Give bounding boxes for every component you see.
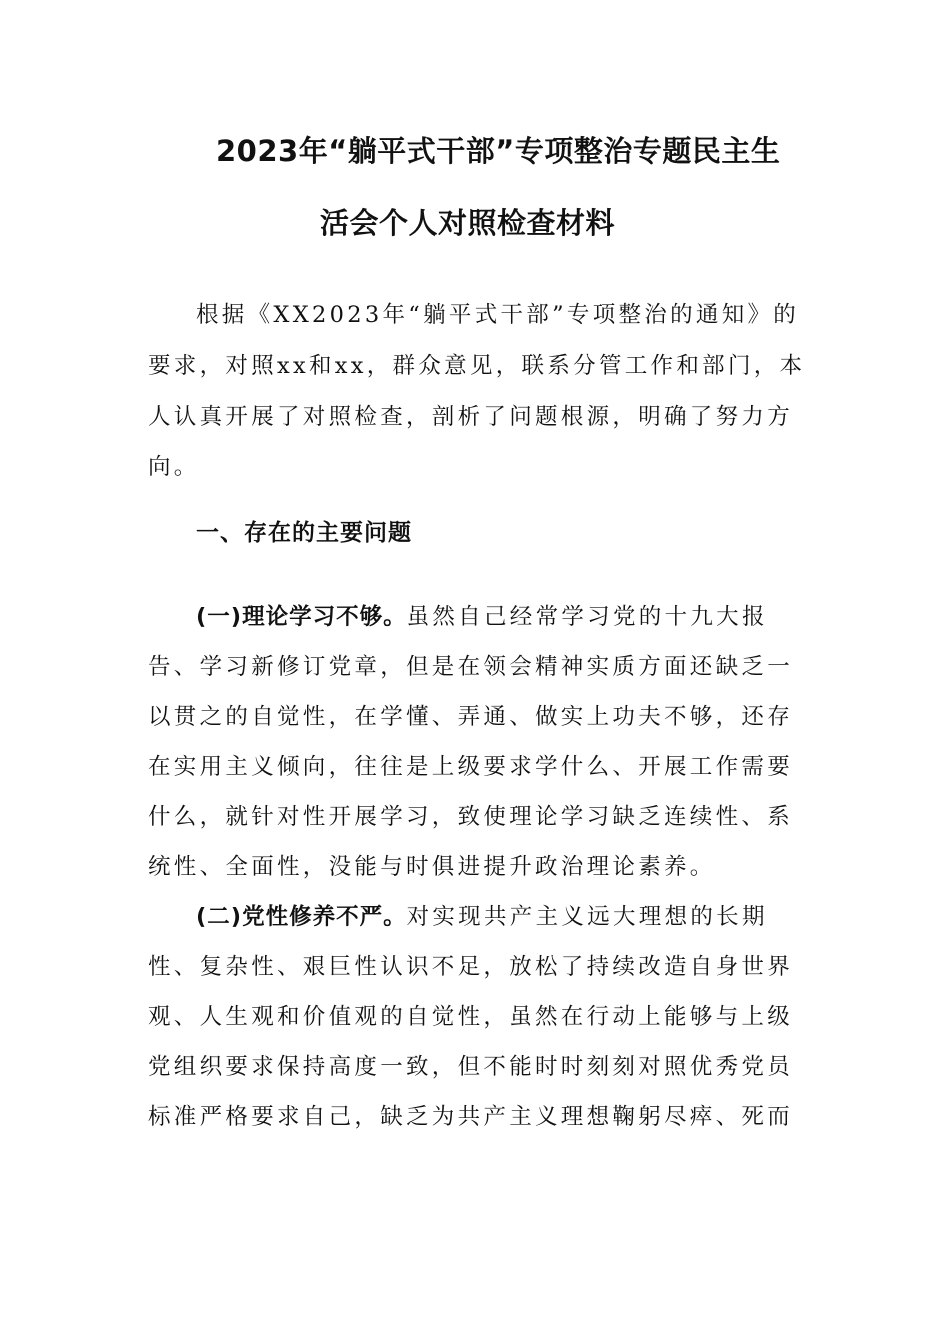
intro-line-4: 向。 bbox=[148, 454, 200, 480]
item1-first-line bbox=[196, 600, 856, 634]
item2-lead: (二)党性修养不严。 bbox=[196, 904, 407, 930]
item1-line-4: 在实用主义倾向，往往是上级要求学什么、开展工作需要 bbox=[148, 754, 794, 780]
item2-first-line bbox=[196, 900, 856, 934]
item1-line-5: 什么，就针对性开展学习，致使理论学习缺乏连续性、系 bbox=[148, 804, 794, 830]
item1-first-rest: 虽然自己经常学习党的十九大报 bbox=[406, 604, 768, 630]
item2-line-3: 观、人生观和价值观的自觉性，虽然在行动上能够与上级 bbox=[148, 1004, 794, 1030]
item1-lead: (一)理论学习不够。 bbox=[196, 604, 407, 630]
item2-line-5: 标准严格要求自己，缺乏为共产主义理想鞠躬尽瘁、死而 bbox=[148, 1104, 794, 1130]
document-title-line-1: 2023年“躺平式干部”专项整治专题民主生 bbox=[216, 134, 781, 168]
section-heading: 一、存在的主要问题 bbox=[196, 520, 412, 546]
item2-line-2: 性、复杂性、艰巨性认识不足，放松了持续改造自身世界 bbox=[148, 954, 794, 980]
intro-line-1: 根据《XX2023年“躺平式干部”专项整治的通知》的 bbox=[196, 302, 800, 328]
item2-first-rest: 对实现共产主义远大理想的长期 bbox=[406, 904, 768, 930]
intro-line-3: 人认真开展了对照检查，剖析了问题根源，明确了努力方 bbox=[148, 404, 794, 430]
intro-line-2: 要求，对照xx和xx，群众意见，联系分管工作和部门，本 bbox=[148, 353, 806, 379]
item1-line-2: 告、学习新修订党章，但是在领会精神实质方面还缺乏一 bbox=[148, 654, 794, 680]
item1-line-3: 以贯之的自觉性，在学懂、弄通、做实上功夫不够，还存 bbox=[148, 704, 794, 730]
item1-line-6: 统性、全面性，没能与时俱进提升政治理论素养。 bbox=[148, 854, 716, 880]
document-title-line-2: 活会个人对照检查材料 bbox=[320, 206, 616, 240]
item2-line-4: 党组织要求保持高度一致，但不能时时刻刻对照优秀党员 bbox=[148, 1054, 794, 1080]
